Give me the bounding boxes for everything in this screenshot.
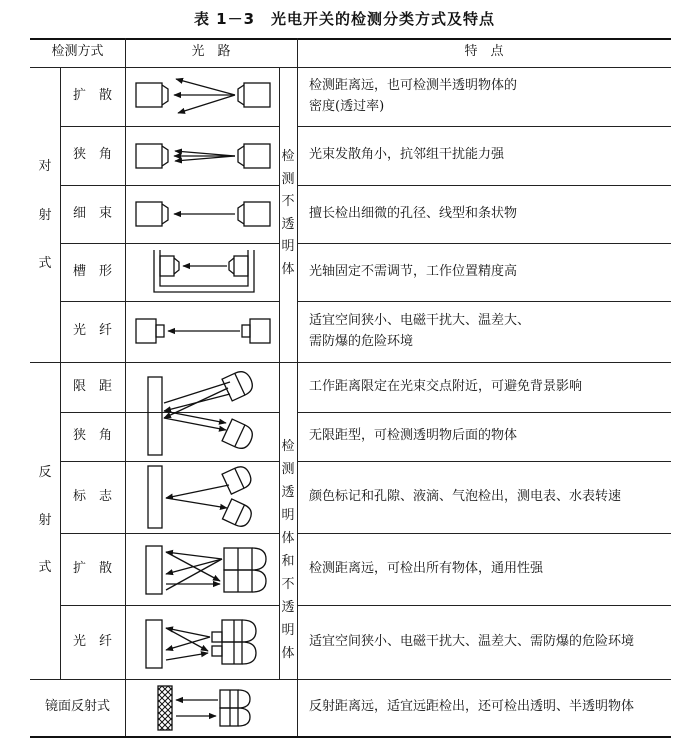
note-char: 不 (281, 194, 295, 210)
row-name: 光 纤 (72, 633, 112, 649)
row-feature (309, 301, 664, 362)
note-char: 体 (281, 261, 295, 277)
row-feature: 反射距离远，适宜远距检出，还可检出透明、半透明物体 (309, 699, 635, 715)
header-features: 特 点 (464, 44, 504, 60)
row-name: 狭 角 (72, 428, 112, 444)
note-char: 明 (281, 508, 295, 523)
row-name: 狭 角 (72, 147, 112, 163)
group-mirror: 镜面反射式 (44, 699, 110, 715)
row-feature: 擅长检出细微的孔径、线型和条状物 (309, 205, 518, 221)
note-char: 体 (281, 646, 295, 661)
group-char: 式 (38, 560, 52, 575)
row-name: 扩 散 (72, 560, 112, 576)
optical-path-mirror-diagram (126, 680, 278, 735)
row-name: 扩 散 (72, 88, 112, 104)
note-char: 明 (281, 239, 295, 255)
group-through-beam (30, 160, 60, 270)
group-char: 对 (38, 159, 52, 174)
row-feature (309, 67, 664, 126)
optical-path-fiber-diagram (126, 302, 278, 361)
row-feature: 无限距型，可检测透明物后面的物体 (309, 428, 518, 444)
note-char: 明 (281, 623, 295, 638)
detect-opaque-note (279, 150, 297, 276)
group-char: 射 (38, 512, 52, 528)
optical-path-fiber-reflective-diagram (126, 606, 278, 678)
feature-text: 检测距离远，也可检测半透明物体的 密度(透过率) (309, 78, 518, 114)
row-name: 标 志 (72, 488, 112, 504)
row-name: 光 纤 (72, 323, 112, 339)
note-char: 和 (281, 554, 295, 569)
optical-path-diffuse-diagram (126, 68, 278, 125)
note-char: 透 (281, 216, 295, 232)
col-rule (297, 38, 298, 736)
table-title: 表 1－3 光电开关的检测分类方式及特点 (193, 10, 496, 28)
note-char: 检 (281, 439, 295, 454)
header-path: 光 路 (191, 44, 231, 60)
optical-path-mark-diagram (126, 462, 278, 532)
row-feature: 光束发散角小，抗邻组干扰能力强 (309, 147, 505, 163)
group-char: 式 (38, 256, 52, 271)
row-feature: 光轴固定不需调节，工作位置精度高 (309, 263, 518, 279)
row-name: 细 束 (72, 205, 112, 221)
optical-path-diffuse-reflective-diagram (126, 534, 278, 604)
group-char: 射 (38, 207, 52, 223)
note-char: 测 (281, 462, 295, 477)
row-feature: 检测距离远，可检出所有物体，通用性强 (309, 560, 544, 576)
optical-path-thin-beam-diagram (126, 186, 278, 242)
group-reflective (30, 466, 60, 574)
optical-path-narrow-diagram (126, 127, 278, 184)
note-char: 透 (281, 600, 295, 615)
note-char: 透 (281, 485, 295, 500)
row-feature: 工作距离限定在光束交点附近，可避免背景影响 (309, 378, 583, 394)
note-char: 体 (281, 531, 295, 546)
table-bottom-rule (30, 736, 671, 738)
header-method: 检测方式 (51, 44, 104, 60)
optical-path-slot-diagram (126, 244, 278, 300)
row-name: 槽 形 (72, 263, 112, 279)
row-feature: 适宜空间狭小、电磁干扰大、温差大、需防爆的危险环境 (309, 633, 635, 649)
detect-transparent-note (279, 440, 297, 660)
row-feature: 颜色标记和孔隙、液滴、气泡检出，测电表、水表转速 (309, 488, 622, 504)
optical-path-limited-reflective-diagram (126, 363, 278, 460)
note-char: 不 (281, 577, 295, 592)
group-char: 反 (38, 465, 52, 480)
note-char: 检 (281, 149, 295, 164)
note-char: 测 (281, 171, 295, 187)
row-name: 限 距 (72, 378, 112, 394)
feature-text: 适宜空间狭小、电磁干扰大、温差大、 需防爆的危险环境 (309, 313, 531, 349)
